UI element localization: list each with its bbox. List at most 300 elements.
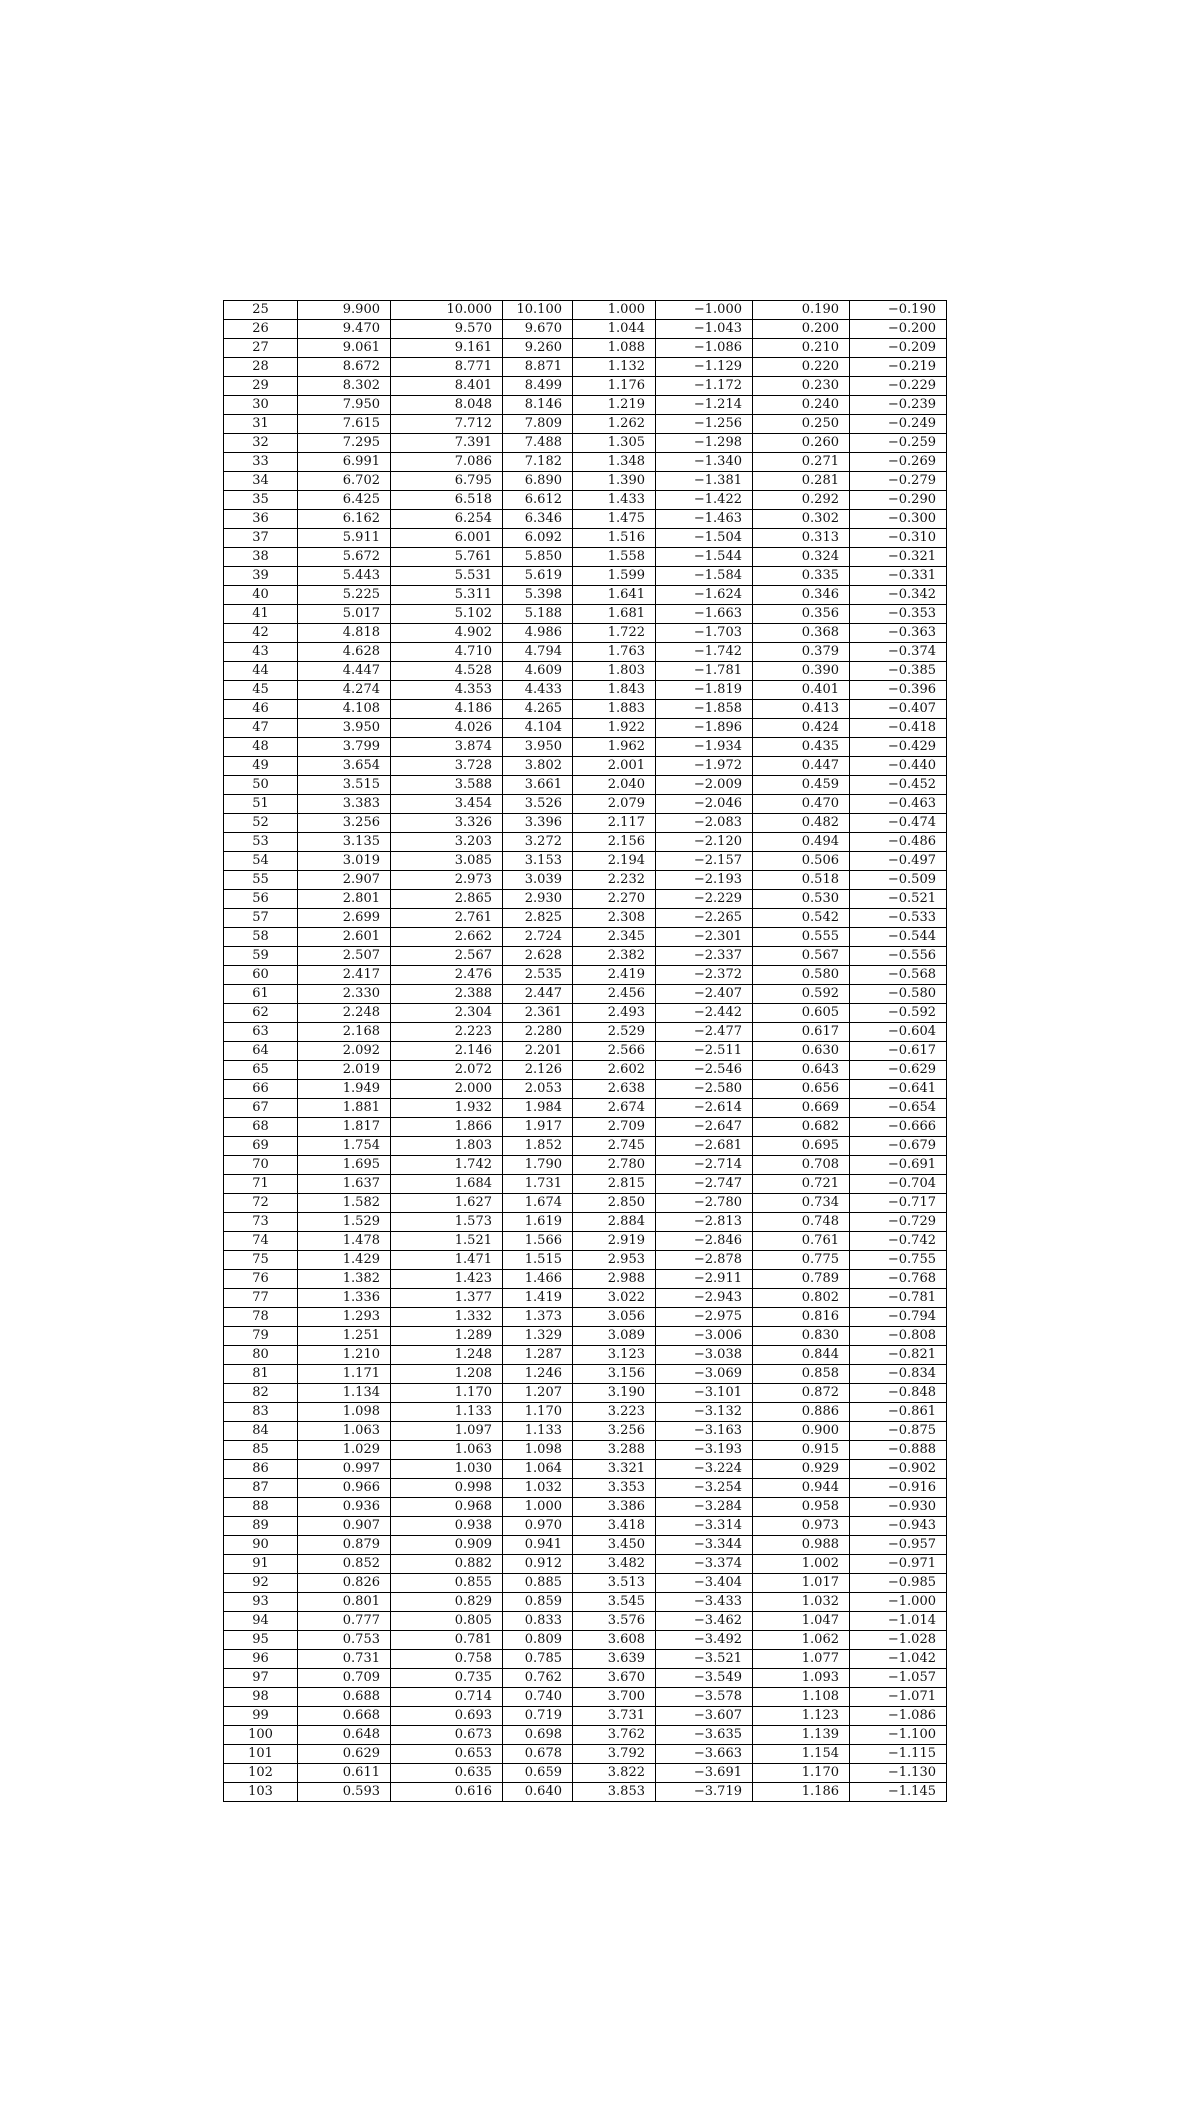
value-cell: 4.274	[298, 681, 391, 700]
value-cell: 2.953	[573, 1251, 656, 1270]
table-row	[224, 1726, 947, 1745]
row-index-cell: 29	[224, 377, 298, 396]
table-row	[224, 548, 947, 567]
value-cell: 1.466	[503, 1270, 573, 1289]
value-cell: 3.576	[573, 1612, 656, 1631]
value-cell: 3.731	[573, 1707, 656, 1726]
value-cell: 3.822	[573, 1764, 656, 1783]
value-cell: 1.287	[503, 1346, 573, 1365]
row-index-cell: 100	[224, 1726, 298, 1745]
value-cell: 0.630	[753, 1042, 850, 1061]
table-row	[224, 719, 947, 738]
value-cell: 3.223	[573, 1403, 656, 1422]
value-cell: 3.085	[391, 852, 503, 871]
value-cell: 7.086	[391, 453, 503, 472]
value-cell: −0.429	[850, 738, 947, 757]
value-cell: 3.515	[298, 776, 391, 795]
value-cell: 3.353	[573, 1479, 656, 1498]
value-cell: 1.429	[298, 1251, 391, 1270]
table-row	[224, 795, 947, 814]
value-cell: 3.190	[573, 1384, 656, 1403]
value-cell: 1.382	[298, 1270, 391, 1289]
value-cell: −0.497	[850, 852, 947, 871]
row-index-cell: 64	[224, 1042, 298, 1061]
value-cell: 5.761	[391, 548, 503, 567]
table-row	[224, 1574, 947, 1593]
row-index-cell: 86	[224, 1460, 298, 1479]
value-cell: 0.915	[753, 1441, 850, 1460]
value-cell: 0.567	[753, 947, 850, 966]
table-row	[224, 966, 947, 985]
value-cell: −1.028	[850, 1631, 947, 1650]
value-cell: 5.672	[298, 548, 391, 567]
value-cell: 1.305	[573, 434, 656, 453]
value-cell: 0.593	[298, 1783, 391, 1802]
value-cell: −3.578	[656, 1688, 753, 1707]
value-cell: 0.709	[298, 1669, 391, 1688]
value-cell: 9.470	[298, 320, 391, 339]
value-cell: 2.973	[391, 871, 503, 890]
row-index-cell: 42	[224, 624, 298, 643]
row-index-cell: 27	[224, 339, 298, 358]
row-index-cell: 75	[224, 1251, 298, 1270]
table-row	[224, 1688, 947, 1707]
value-cell: 3.950	[298, 719, 391, 738]
value-cell: −0.452	[850, 776, 947, 795]
value-cell: 3.418	[573, 1517, 656, 1536]
value-cell: 0.292	[753, 491, 850, 510]
value-cell: 1.754	[298, 1137, 391, 1156]
value-cell: 5.850	[503, 548, 573, 567]
value-cell: 0.879	[298, 1536, 391, 1555]
value-cell: −3.492	[656, 1631, 753, 1650]
value-cell: 1.133	[391, 1403, 503, 1422]
value-cell: 0.506	[753, 852, 850, 871]
table-row	[224, 1764, 947, 1783]
table-row	[224, 510, 947, 529]
value-cell: 1.573	[391, 1213, 503, 1232]
row-index-cell: 55	[224, 871, 298, 890]
value-cell: −0.742	[850, 1232, 947, 1251]
table-row	[224, 833, 947, 852]
value-cell: 1.044	[573, 320, 656, 339]
value-cell: 0.220	[753, 358, 850, 377]
value-cell: 0.555	[753, 928, 850, 947]
value-cell: 2.724	[503, 928, 573, 947]
value-cell: 2.825	[503, 909, 573, 928]
value-cell: 0.826	[298, 1574, 391, 1593]
value-cell: 0.936	[298, 1498, 391, 1517]
value-cell: −0.794	[850, 1308, 947, 1327]
value-cell: 4.902	[391, 624, 503, 643]
value-cell: 2.248	[298, 1004, 391, 1023]
value-cell: 1.471	[391, 1251, 503, 1270]
value-cell: 1.017	[753, 1574, 850, 1593]
value-cell: 3.321	[573, 1460, 656, 1479]
table-row	[224, 1593, 947, 1612]
row-index-cell: 49	[224, 757, 298, 776]
value-cell: −0.679	[850, 1137, 947, 1156]
value-cell: 9.061	[298, 339, 391, 358]
value-cell: −1.381	[656, 472, 753, 491]
value-cell: 2.761	[391, 909, 503, 928]
value-cell: 6.162	[298, 510, 391, 529]
value-cell: −1.624	[656, 586, 753, 605]
value-cell: 6.890	[503, 472, 573, 491]
value-cell: −2.943	[656, 1289, 753, 1308]
table-row	[224, 909, 947, 928]
value-cell: 1.695	[298, 1156, 391, 1175]
value-cell: −2.407	[656, 985, 753, 1004]
value-cell: −1.214	[656, 396, 753, 415]
value-cell: 0.250	[753, 415, 850, 434]
value-cell: 0.714	[391, 1688, 503, 1707]
row-index-cell: 38	[224, 548, 298, 567]
value-cell: 0.758	[391, 1650, 503, 1669]
value-cell: 1.917	[503, 1118, 573, 1137]
value-cell: 3.156	[573, 1365, 656, 1384]
value-cell: −0.353	[850, 605, 947, 624]
row-index-cell: 78	[224, 1308, 298, 1327]
value-cell: −2.193	[656, 871, 753, 890]
value-cell: −0.269	[850, 453, 947, 472]
value-cell: 3.545	[573, 1593, 656, 1612]
value-cell: 0.970	[503, 1517, 573, 1536]
value-cell: 2.000	[391, 1080, 503, 1099]
value-cell: 0.938	[391, 1517, 503, 1536]
value-cell: −2.046	[656, 795, 753, 814]
value-cell: 0.912	[503, 1555, 573, 1574]
table-row	[224, 1517, 947, 1536]
value-cell: 0.830	[753, 1327, 850, 1346]
value-cell: 2.419	[573, 966, 656, 985]
value-cell: 2.907	[298, 871, 391, 890]
value-cell: −0.808	[850, 1327, 947, 1346]
value-cell: −0.219	[850, 358, 947, 377]
value-cell: −3.521	[656, 1650, 753, 1669]
value-cell: 0.844	[753, 1346, 850, 1365]
value-cell: 2.476	[391, 966, 503, 985]
value-cell: 1.475	[573, 510, 656, 529]
value-cell: −3.374	[656, 1555, 753, 1574]
table-row	[224, 1023, 947, 1042]
value-cell: 4.447	[298, 662, 391, 681]
value-cell: 1.097	[391, 1422, 503, 1441]
value-cell: −0.279	[850, 472, 947, 491]
value-cell: 3.874	[391, 738, 503, 757]
value-cell: 1.000	[503, 1498, 573, 1517]
row-index-cell: 70	[224, 1156, 298, 1175]
value-cell: 2.507	[298, 947, 391, 966]
value-cell: −2.647	[656, 1118, 753, 1137]
value-cell: 0.494	[753, 833, 850, 852]
table-row	[224, 434, 947, 453]
value-cell: −0.310	[850, 529, 947, 548]
table-row	[224, 1707, 947, 1726]
value-cell: 1.251	[298, 1327, 391, 1346]
value-cell: 2.602	[573, 1061, 656, 1080]
value-cell: 3.450	[573, 1536, 656, 1555]
data-table	[223, 300, 947, 1802]
row-index-cell: 103	[224, 1783, 298, 1802]
value-cell: 0.640	[503, 1783, 573, 1802]
value-cell: 0.802	[753, 1289, 850, 1308]
value-cell: −2.372	[656, 966, 753, 985]
value-cell: −3.719	[656, 1783, 753, 1802]
value-cell: 0.635	[391, 1764, 503, 1783]
row-index-cell: 97	[224, 1669, 298, 1688]
table-row	[224, 1745, 947, 1764]
value-cell: 4.628	[298, 643, 391, 662]
value-cell: 1.790	[503, 1156, 573, 1175]
table-row	[224, 301, 947, 320]
value-cell: 0.973	[753, 1517, 850, 1536]
value-cell: −3.691	[656, 1764, 753, 1783]
value-cell: 1.674	[503, 1194, 573, 1213]
value-cell: 0.762	[503, 1669, 573, 1688]
value-cell: 4.986	[503, 624, 573, 643]
row-index-cell: 52	[224, 814, 298, 833]
value-cell: −1.043	[656, 320, 753, 339]
row-index-cell: 43	[224, 643, 298, 662]
value-cell: −2.681	[656, 1137, 753, 1156]
value-cell: 2.930	[503, 890, 573, 909]
value-cell: 1.373	[503, 1308, 573, 1327]
value-cell: 1.139	[753, 1726, 850, 1745]
value-cell: 1.171	[298, 1365, 391, 1384]
value-cell: 1.681	[573, 605, 656, 624]
value-cell: 2.146	[391, 1042, 503, 1061]
value-cell: 2.280	[503, 1023, 573, 1042]
row-index-cell: 93	[224, 1593, 298, 1612]
value-cell: −2.846	[656, 1232, 753, 1251]
table-row	[224, 1422, 947, 1441]
value-cell: 0.335	[753, 567, 850, 586]
value-cell: 0.260	[753, 434, 850, 453]
value-cell: 4.609	[503, 662, 573, 681]
value-cell: 1.949	[298, 1080, 391, 1099]
row-index-cell: 82	[224, 1384, 298, 1403]
value-cell: −2.442	[656, 1004, 753, 1023]
value-cell: 0.753	[298, 1631, 391, 1650]
value-cell: 4.108	[298, 700, 391, 719]
table-row	[224, 757, 947, 776]
table-row	[224, 928, 947, 947]
value-cell: 1.170	[503, 1403, 573, 1422]
table-row	[224, 947, 947, 966]
value-cell: 0.833	[503, 1612, 573, 1631]
value-cell: 7.809	[503, 415, 573, 434]
table-row	[224, 1289, 947, 1308]
row-index-cell: 28	[224, 358, 298, 377]
value-cell: 1.962	[573, 738, 656, 757]
value-cell: 3.203	[391, 833, 503, 852]
value-cell: −1.000	[656, 301, 753, 320]
value-cell: −0.544	[850, 928, 947, 947]
value-cell: −1.663	[656, 605, 753, 624]
value-cell: 4.353	[391, 681, 503, 700]
row-index-cell: 36	[224, 510, 298, 529]
value-cell: −1.422	[656, 491, 753, 510]
row-index-cell: 74	[224, 1232, 298, 1251]
row-index-cell: 48	[224, 738, 298, 757]
value-cell: 1.186	[753, 1783, 850, 1802]
value-cell: −2.157	[656, 852, 753, 871]
value-cell: 0.379	[753, 643, 850, 662]
value-cell: 3.019	[298, 852, 391, 871]
row-index-cell: 58	[224, 928, 298, 947]
value-cell: −0.249	[850, 415, 947, 434]
table-row	[224, 1650, 947, 1669]
value-cell: 4.026	[391, 719, 503, 738]
table-row	[224, 643, 947, 662]
value-cell: 1.329	[503, 1327, 573, 1346]
value-cell: 5.225	[298, 586, 391, 605]
value-cell: −1.819	[656, 681, 753, 700]
value-cell: 0.693	[391, 1707, 503, 1726]
value-cell: −1.100	[850, 1726, 947, 1745]
value-cell: −2.120	[656, 833, 753, 852]
value-cell: 1.064	[503, 1460, 573, 1479]
table-row	[224, 453, 947, 472]
value-cell: 0.542	[753, 909, 850, 928]
value-cell: 1.566	[503, 1232, 573, 1251]
value-cell: 0.616	[391, 1783, 503, 1802]
value-cell: −1.014	[850, 1612, 947, 1631]
value-cell: 0.781	[391, 1631, 503, 1650]
table-row	[224, 1384, 947, 1403]
value-cell: 2.223	[391, 1023, 503, 1042]
value-cell: −1.086	[850, 1707, 947, 1726]
value-cell: 1.170	[391, 1384, 503, 1403]
row-index-cell: 76	[224, 1270, 298, 1289]
row-index-cell: 32	[224, 434, 298, 453]
value-cell: −0.509	[850, 871, 947, 890]
table-row	[224, 339, 947, 358]
value-cell: 0.302	[753, 510, 850, 529]
table-row	[224, 1137, 947, 1156]
value-cell: 1.881	[298, 1099, 391, 1118]
value-cell: 0.390	[753, 662, 850, 681]
value-cell: 3.661	[503, 776, 573, 795]
value-cell: 0.424	[753, 719, 850, 738]
value-cell: 1.515	[503, 1251, 573, 1270]
value-cell: 1.000	[573, 301, 656, 320]
value-cell: −3.404	[656, 1574, 753, 1593]
value-cell: 3.383	[298, 795, 391, 814]
value-cell: 0.708	[753, 1156, 850, 1175]
value-cell: −0.580	[850, 985, 947, 1004]
value-cell: 1.208	[391, 1365, 503, 1384]
value-cell: 2.053	[503, 1080, 573, 1099]
value-cell: 0.313	[753, 529, 850, 548]
table-row	[224, 776, 947, 795]
value-cell: −0.888	[850, 1441, 947, 1460]
value-cell: −3.132	[656, 1403, 753, 1422]
value-cell: 1.619	[503, 1213, 573, 1232]
value-cell: 6.702	[298, 472, 391, 491]
value-cell: 2.529	[573, 1023, 656, 1042]
value-cell: 0.966	[298, 1479, 391, 1498]
value-cell: 2.361	[503, 1004, 573, 1023]
value-cell: −0.568	[850, 966, 947, 985]
value-cell: −0.848	[850, 1384, 947, 1403]
value-cell: 2.117	[573, 814, 656, 833]
value-cell: −3.462	[656, 1612, 753, 1631]
value-cell: 0.731	[298, 1650, 391, 1669]
table-row	[224, 396, 947, 415]
row-index-cell: 30	[224, 396, 298, 415]
value-cell: 2.168	[298, 1023, 391, 1042]
value-cell: 3.256	[573, 1422, 656, 1441]
value-cell: 1.170	[753, 1764, 850, 1783]
value-cell: −0.407	[850, 700, 947, 719]
value-cell: 0.688	[298, 1688, 391, 1707]
table-row	[224, 700, 947, 719]
value-cell: 1.377	[391, 1289, 503, 1308]
value-cell: −1.086	[656, 339, 753, 358]
value-cell: −1.057	[850, 1669, 947, 1688]
value-cell: 1.641	[573, 586, 656, 605]
value-cell: 2.745	[573, 1137, 656, 1156]
value-cell: 4.794	[503, 643, 573, 662]
value-cell: −2.580	[656, 1080, 753, 1099]
value-cell: 0.518	[753, 871, 850, 890]
value-cell: 3.853	[573, 1783, 656, 1802]
value-cell: −0.374	[850, 643, 947, 662]
row-index-cell: 62	[224, 1004, 298, 1023]
value-cell: −0.641	[850, 1080, 947, 1099]
value-cell: 1.108	[753, 1688, 850, 1707]
table-row	[224, 1232, 947, 1251]
value-cell: 0.459	[753, 776, 850, 795]
table-row	[224, 1441, 947, 1460]
table-row	[224, 1004, 947, 1023]
value-cell: −2.477	[656, 1023, 753, 1042]
table-row	[224, 1061, 947, 1080]
value-cell: 2.001	[573, 757, 656, 776]
value-cell: −0.331	[850, 567, 947, 586]
value-cell: 1.558	[573, 548, 656, 567]
value-cell: 0.721	[753, 1175, 850, 1194]
value-cell: 3.272	[503, 833, 573, 852]
value-cell: 2.232	[573, 871, 656, 890]
value-cell: 2.201	[503, 1042, 573, 1061]
value-cell: 1.029	[298, 1441, 391, 1460]
value-cell: 1.731	[503, 1175, 573, 1194]
value-cell: 0.413	[753, 700, 850, 719]
value-cell: 6.346	[503, 510, 573, 529]
value-cell: 6.001	[391, 529, 503, 548]
value-cell: 10.100	[503, 301, 573, 320]
value-cell: −0.259	[850, 434, 947, 453]
value-cell: 0.530	[753, 890, 850, 909]
value-cell: 0.682	[753, 1118, 850, 1137]
value-cell: 1.599	[573, 567, 656, 586]
value-cell: −0.834	[850, 1365, 947, 1384]
value-cell: 1.922	[573, 719, 656, 738]
table-row	[224, 1479, 947, 1498]
value-cell: 1.984	[503, 1099, 573, 1118]
value-cell: 3.256	[298, 814, 391, 833]
value-cell: 9.900	[298, 301, 391, 320]
row-index-cell: 53	[224, 833, 298, 852]
row-index-cell: 81	[224, 1365, 298, 1384]
value-cell: 0.695	[753, 1137, 850, 1156]
value-cell: 2.308	[573, 909, 656, 928]
value-cell: 1.032	[503, 1479, 573, 1498]
value-cell: 1.521	[391, 1232, 503, 1251]
